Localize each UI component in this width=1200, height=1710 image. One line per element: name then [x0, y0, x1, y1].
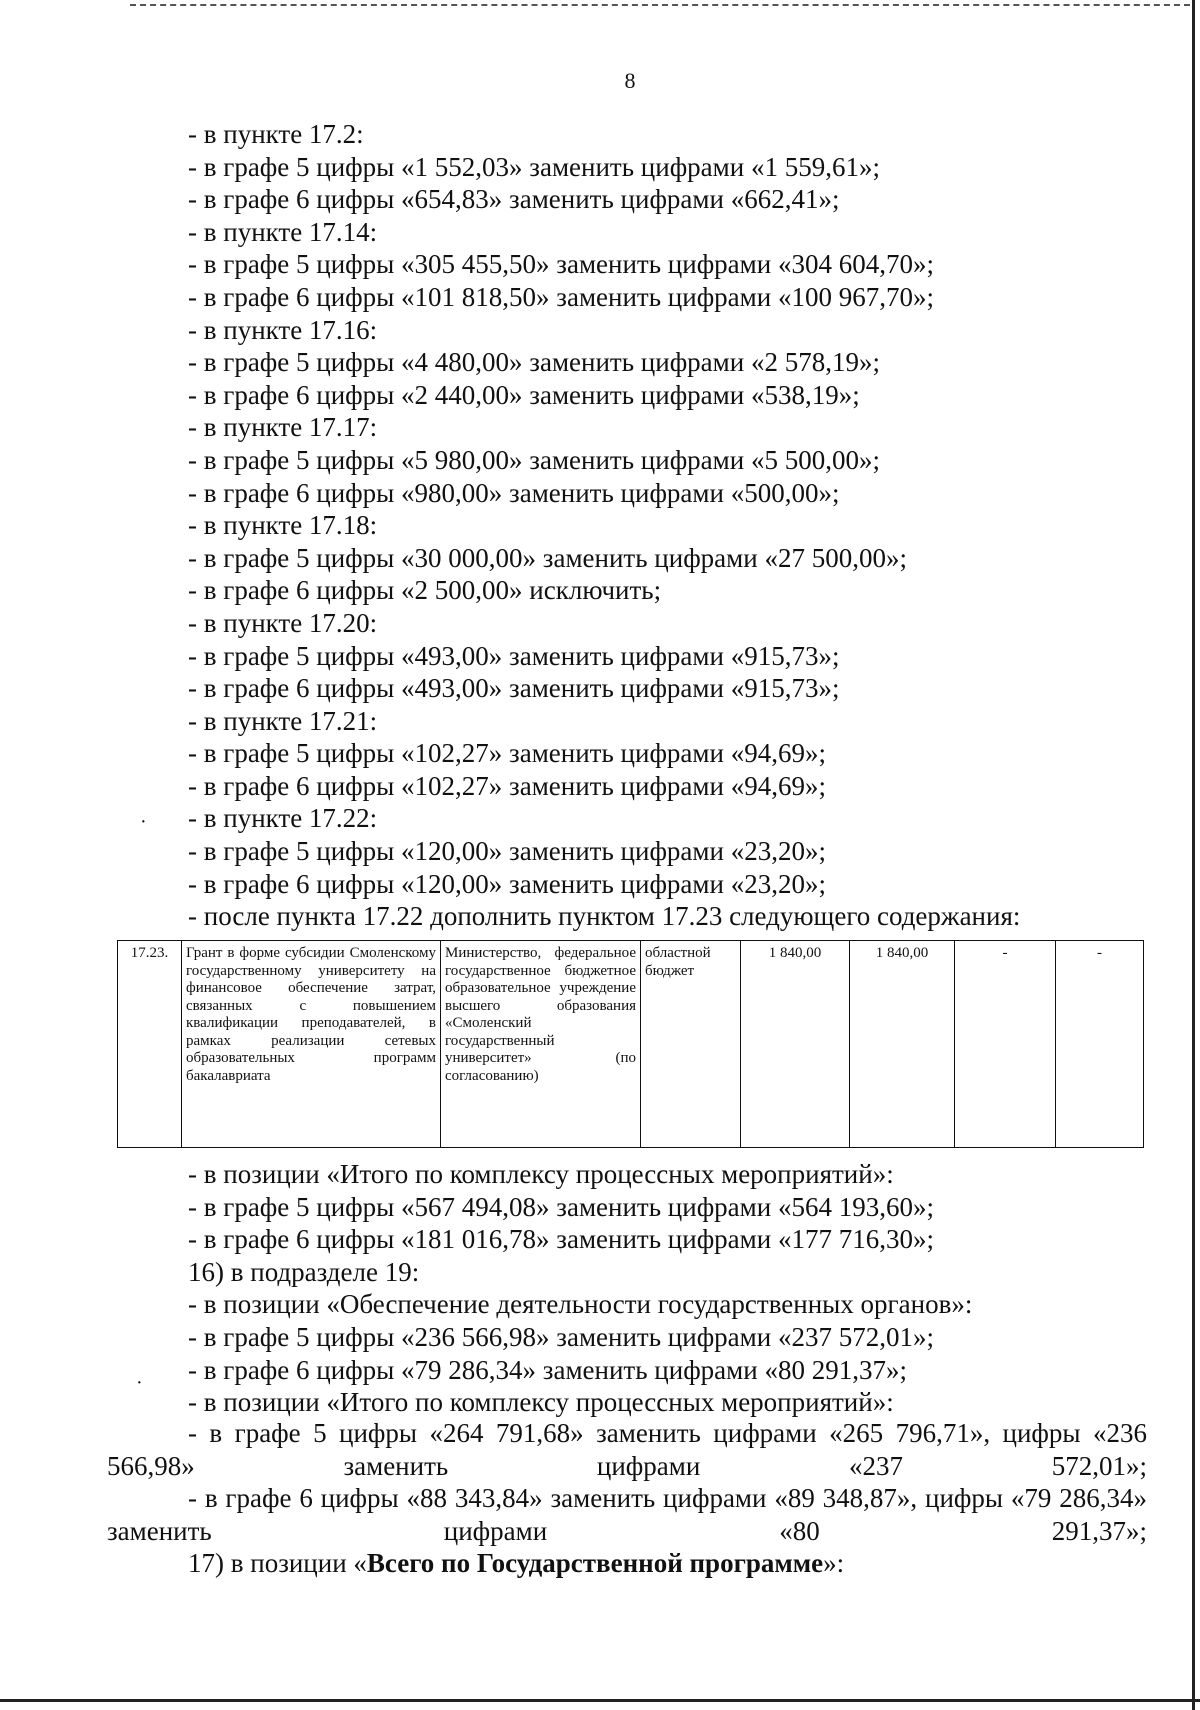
final-item-suffix: »:	[823, 1548, 845, 1579]
list-item: - в пункте 17.2:	[188, 119, 364, 149]
list-item: - в графе 6 цифры «120,00» заменить цифрами «23,20»;	[188, 868, 826, 899]
list-item: - в позиции «Обеспечение деятельности государственных органов»:	[188, 1289, 973, 1320]
list-item: - в пункте 17.20:	[188, 607, 378, 638]
list-item: - в графе 5 цифры «30 000,00» заменить цифрами «27 500,00»;	[188, 542, 907, 573]
final-item-bold: Всего по Государственной программе	[366, 1548, 824, 1579]
list-item: - в графе 6 цифры «654,83» заменить цифрами «662,41»;	[188, 184, 840, 215]
list-item: - в графе 5 цифры «5 980,00» заменить цифрами «5 500,00»;	[188, 444, 880, 475]
list-item: - в графе 5 цифры «236 566,98» заменить цифрами «237 572,01»;	[188, 1321, 934, 1352]
executor-cell: Министерство, федеральное государственное бюджетное образовательное учреждение высшего образования «Смоленский государственный университет» (по согласованию)	[441, 941, 641, 1148]
row-number-cell: 17.23.	[118, 941, 182, 1148]
page-number: 8	[624, 68, 636, 93]
year1-amount-cell: 1 840,00	[850, 941, 955, 1148]
list-item: - в графе 6 цифры «79 286,34» заменить цифрами «80 291,37»;	[188, 1354, 907, 1385]
list-item: - в позиции «Итого по комплексу процессных мероприятий»:	[188, 1159, 894, 1189]
list-item: - в пункте 17.16:	[188, 314, 378, 345]
inserted-row-table	[117, 940, 1144, 1148]
list-item: - в пункте 17.18:	[188, 510, 378, 541]
list-item: - в позиции «Итого по комплексу процессных мероприятий»:	[188, 1387, 894, 1418]
list-item: - в пункте 17.17:	[188, 412, 378, 443]
list-item: - в графе 5 цифры «102,27» заменить цифрами «94,69»;	[188, 738, 826, 769]
year2-amount-cell: -	[955, 941, 1056, 1148]
scan-bottom-edge	[0, 1699, 1200, 1702]
year3-amount-cell: -	[1056, 941, 1144, 1148]
list-item: - в графе 6 цифры «2 440,00» заменить цифрами «538,19»;	[188, 379, 860, 410]
list-item: 16) в подразделе 19:	[188, 1256, 420, 1287]
list-item: - в пункте 17.22:	[188, 803, 378, 834]
list-item: - в графе 6 цифры «493,00» заменить цифрами «915,73»;	[188, 673, 840, 704]
list-item: - в графе 6 цифры «2 500,00» исключить;	[188, 575, 662, 606]
list-item: - в графе 5 цифры «4 480,00» заменить цифрами «2 578,19»;	[188, 347, 880, 378]
amendments-before-table	[188, 118, 1088, 933]
paragraph-column-6: - в графе 6 цифры «88 343,84» заменить цифрами «89 348,87», цифры «79 286,34» заменить цифрами «80 291,37»;	[107, 1483, 1147, 1546]
list-item: - в пункте 17.14:	[188, 216, 378, 247]
list-item: - в графе 6 цифры «980,00» заменить цифрами «500,00»;	[188, 477, 840, 508]
list-item: - в графе 5 цифры «1 552,03» заменить цифрами «1 559,61»;	[188, 151, 880, 182]
funding-source-cell: областной бюджет	[641, 941, 741, 1148]
list-item: - в графе 5 цифры «567 494,08» заменить цифрами «564 193,60»;	[188, 1191, 934, 1222]
table-row	[118, 941, 1144, 1148]
total-amount-cell: 1 840,00	[741, 941, 850, 1148]
list-item: - в графе 6 цифры «102,27» заменить цифрами «94,69»;	[188, 770, 826, 801]
list-item: - в графе 5 цифры «493,00» заменить цифрами «915,73»;	[188, 640, 840, 671]
amendments-after-table	[188, 1158, 1148, 1419]
paragraph-column-5: - в графе 5 цифры «264 791,68» заменить цифрами «265 796,71», цифры «236 566,98» заменить цифрами «237 572,01»;	[107, 1418, 1147, 1481]
list-item: - в графе 5 цифры «120,00» заменить цифрами «23,20»;	[188, 836, 826, 867]
list-item: - в графе 5 цифры «305 455,50» заменить цифрами «304 604,70»;	[188, 249, 934, 280]
list-item: - в графе 6 цифры «181 016,78» заменить цифрами «177 716,30»;	[188, 1224, 934, 1255]
closing-paragraphs	[107, 1417, 1147, 1580]
scan-top-edge	[130, 4, 1190, 6]
list-item: - после пункта 17.22 дополнить пунктом 17.23 следующего содержания:	[188, 901, 1021, 932]
description-cell: Грант в форме субсидии Смоленскому государственному университету на финансовое обеспечение затрат, связанных с повышением квалификации преподавателей, в рамках реализации сетевых образовательных программ бакалавриата	[182, 941, 441, 1148]
final-item-prefix: 17) в позиции «	[188, 1548, 367, 1579]
list-item: - в пункте 17.21:	[188, 705, 378, 736]
final-item	[107, 1547, 1147, 1580]
scan-speck: ·	[140, 811, 147, 833]
scan-speck: ·	[136, 1372, 143, 1394]
scan-right-edge	[1192, 0, 1195, 1710]
list-item: - в графе 6 цифры «101 818,50» заменить цифрами «100 967,70»;	[188, 281, 934, 312]
